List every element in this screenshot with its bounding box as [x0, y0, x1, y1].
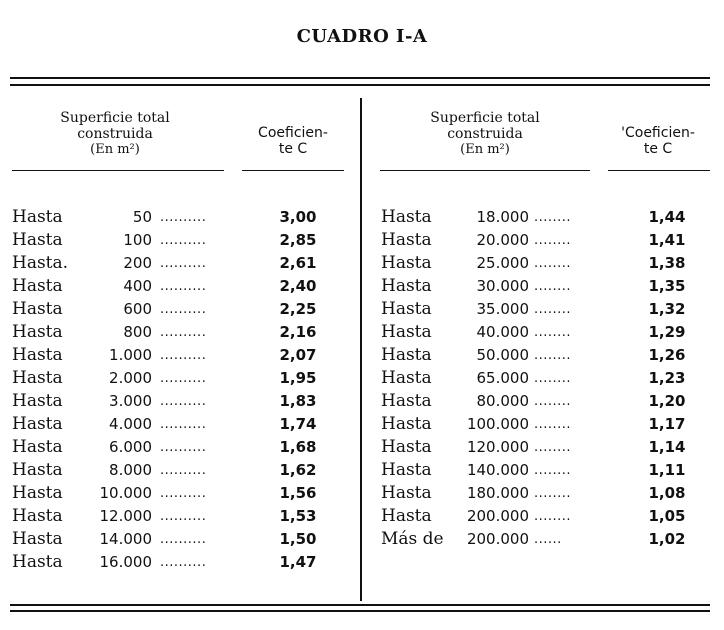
- row-label: Hasta: [12, 276, 63, 296]
- surface-value: 65.000: [476, 369, 529, 387]
- table-row: [381, 321, 716, 344]
- coefficient-value: 1,02: [648, 530, 686, 548]
- left-coef-header-line1: Coeficien-: [258, 125, 328, 141]
- table-row: [381, 413, 716, 436]
- row-label: Hasta: [381, 322, 432, 342]
- row-label: Hasta: [381, 391, 432, 411]
- surface-value: 10.000: [99, 484, 152, 502]
- row-label: Hasta: [381, 460, 432, 480]
- right-rows: [381, 206, 716, 551]
- surface-value: 200.000: [466, 530, 529, 548]
- row-label: Hasta: [381, 368, 432, 388]
- surface-value: 30.000: [476, 277, 529, 295]
- surface-value: 50.000: [476, 346, 529, 364]
- surface-value: 35.000: [476, 300, 529, 318]
- table-row: [12, 390, 352, 413]
- table-row: [12, 482, 352, 505]
- leader-dots: ........: [534, 486, 572, 501]
- table-row: [12, 321, 352, 344]
- surface-value: 14.000: [99, 530, 152, 548]
- coefficient-value: 1,08: [648, 484, 686, 502]
- coefficient-value: 1,47: [279, 553, 317, 571]
- surface-value: 80.000: [476, 392, 529, 410]
- table-title: CUADRO I-A: [296, 26, 428, 47]
- right-surface-header: [400, 110, 570, 158]
- row-label: Hasta: [381, 414, 432, 434]
- surface-value: 100: [123, 231, 152, 249]
- leader-dots: ..........: [160, 509, 207, 524]
- table-row: [12, 459, 352, 482]
- table-row: [381, 252, 716, 275]
- row-label: Hasta: [381, 483, 432, 503]
- surface-value: 400: [123, 277, 152, 295]
- row-label: Hasta.: [12, 253, 69, 273]
- coefficient-value: 1,14: [648, 438, 686, 456]
- row-label: Hasta: [12, 322, 63, 342]
- coefficient-value: 1,11: [648, 461, 686, 479]
- right-surface-header-line2: construida: [447, 126, 523, 142]
- coefficient-value: 1,83: [279, 392, 317, 410]
- coefficient-value: 1,38: [648, 254, 686, 272]
- table-row: [381, 344, 716, 367]
- coefficient-value: 1,23: [648, 369, 686, 387]
- surface-value: 120.000: [466, 438, 529, 456]
- top-rule-2: [10, 84, 710, 86]
- leader-dots: ..........: [160, 486, 207, 501]
- coefficient-value: 1,32: [648, 300, 686, 318]
- coefficient-value: 1,35: [648, 277, 686, 295]
- table-row: [381, 459, 716, 482]
- leader-dots: ..........: [160, 210, 207, 225]
- row-label: Hasta: [12, 437, 63, 457]
- surface-value: 800: [123, 323, 152, 341]
- row-label: Hasta: [12, 529, 63, 549]
- leader-dots: ..........: [160, 325, 207, 340]
- leader-dots: ........: [534, 302, 572, 317]
- left-coef-header: [242, 125, 344, 157]
- bottom-rule-2: [10, 610, 710, 612]
- coefficient-value: 1,41: [648, 231, 686, 249]
- leader-dots: ..........: [160, 417, 207, 432]
- right-coef-header-line1: 'Coeficien-: [621, 125, 695, 141]
- coefficient-value: 1,53: [279, 507, 317, 525]
- table-row: [12, 229, 352, 252]
- coefficient-value: 1,29: [648, 323, 686, 341]
- right-surface-header-line1: Superficie total: [430, 110, 540, 126]
- coefficient-value: 1,62: [279, 461, 317, 479]
- leader-dots: ........: [534, 348, 572, 363]
- left-coef-header-line2: te C: [278, 141, 308, 157]
- surface-value: 8.000: [109, 461, 152, 479]
- coefficient-value: 2,16: [279, 323, 317, 341]
- surface-value: 1.000: [109, 346, 152, 364]
- row-label: Hasta: [12, 345, 63, 365]
- leader-dots: ..........: [160, 440, 207, 455]
- table-row: [381, 275, 716, 298]
- table-row: [381, 482, 716, 505]
- surface-value: 50: [132, 208, 152, 226]
- left-surface-header-line2: construida: [77, 126, 153, 142]
- surface-value: 200.000: [466, 507, 529, 525]
- leader-dots: ........: [534, 371, 572, 386]
- coefficient-value: 2,25: [279, 300, 317, 318]
- table-row: [381, 229, 716, 252]
- bottom-rule-1: [10, 604, 710, 606]
- row-label: Hasta: [12, 506, 63, 526]
- coefficient-value: 2,40: [279, 277, 317, 295]
- surface-value: 4.000: [109, 415, 152, 433]
- leader-dots: ........: [534, 509, 572, 524]
- leader-dots: ..........: [160, 463, 207, 478]
- row-label: Hasta: [12, 207, 63, 227]
- right-surface-underline: [380, 170, 590, 171]
- coefficient-value: 1,50: [279, 530, 317, 548]
- left-surface-underline: [12, 170, 224, 171]
- surface-value: 20.000: [476, 231, 529, 249]
- surface-value: 6.000: [109, 438, 152, 456]
- top-rule-1: [10, 77, 710, 79]
- leader-dots: ......: [534, 532, 562, 547]
- surface-value: 140.000: [466, 461, 529, 479]
- right-coef-underline: [608, 170, 710, 171]
- row-label: Hasta: [381, 253, 432, 273]
- table-row: [12, 367, 352, 390]
- leader-dots: ..........: [160, 371, 207, 386]
- coefficient-value: 1,74: [279, 415, 317, 433]
- row-label: Hasta: [12, 552, 63, 572]
- surface-value: 40.000: [476, 323, 529, 341]
- left-surface-header: [30, 110, 200, 158]
- table-row: [12, 298, 352, 321]
- leader-dots: ........: [534, 417, 572, 432]
- leader-dots: ........: [534, 233, 572, 248]
- table-row: [12, 436, 352, 459]
- row-label: Hasta: [12, 299, 63, 319]
- coefficient-value: 2,07: [279, 346, 317, 364]
- right-coef-header: [606, 125, 710, 157]
- row-label: Más de: [381, 529, 444, 549]
- table-row: [12, 344, 352, 367]
- table-row: [12, 206, 352, 229]
- row-label: Hasta: [12, 391, 63, 411]
- leader-dots: ........: [534, 394, 572, 409]
- table-row: [381, 528, 716, 551]
- leader-dots: ..........: [160, 348, 207, 363]
- surface-value: 3.000: [109, 392, 152, 410]
- coefficient-value: 1,44: [648, 208, 686, 226]
- leader-dots: ........: [534, 279, 572, 294]
- coefficient-value: 1,05: [648, 507, 686, 525]
- coefficient-value: 1,20: [648, 392, 686, 410]
- surface-value: 18.000: [476, 208, 529, 226]
- table-row: [381, 436, 716, 459]
- left-rows: [12, 206, 352, 574]
- leader-dots: ..........: [160, 394, 207, 409]
- row-label: Hasta: [12, 230, 63, 250]
- coefficient-value: 2,61: [279, 254, 317, 272]
- table-row: [12, 275, 352, 298]
- leader-dots: ........: [534, 210, 572, 225]
- coefficient-value: 1,26: [648, 346, 686, 364]
- surface-value: 180.000: [466, 484, 529, 502]
- row-label: Hasta: [12, 460, 63, 480]
- row-label: Hasta: [381, 345, 432, 365]
- leader-dots: ..........: [160, 532, 207, 547]
- table-row: [12, 413, 352, 436]
- table-row: [381, 505, 716, 528]
- row-label: Hasta: [12, 368, 63, 388]
- leader-dots: ........: [534, 256, 572, 271]
- row-label: Hasta: [381, 299, 432, 319]
- right-coef-header-line2: te C: [643, 141, 673, 157]
- surface-value: 16.000: [99, 553, 152, 571]
- table-row: [12, 505, 352, 528]
- left-surface-header-line3: (En m²): [90, 142, 140, 157]
- row-label: Hasta: [381, 207, 432, 227]
- row-label: Hasta: [381, 276, 432, 296]
- leader-dots: ........: [534, 440, 572, 455]
- leader-dots: ........: [534, 325, 572, 340]
- leader-dots: ..........: [160, 302, 207, 317]
- leader-dots: ..........: [160, 233, 207, 248]
- surface-value: 100.000: [466, 415, 529, 433]
- table-row: [12, 528, 352, 551]
- table-row: [381, 390, 716, 413]
- row-label: Hasta: [381, 506, 432, 526]
- coefficient-value: 2,85: [279, 231, 317, 249]
- leader-dots: ..........: [160, 555, 207, 570]
- coefficient-value: 3,00: [279, 208, 317, 226]
- surface-value: 25.000: [476, 254, 529, 272]
- right-surface-header-line3: (En m²): [460, 142, 510, 157]
- table-row: [12, 252, 352, 275]
- table-row: [12, 551, 352, 574]
- coefficient-value: 1,68: [279, 438, 317, 456]
- table-row: [381, 206, 716, 229]
- row-label: Hasta: [381, 437, 432, 457]
- column-divider: [360, 98, 362, 601]
- row-label: Hasta: [381, 230, 432, 250]
- coefficient-value: 1,56: [279, 484, 317, 502]
- table-row: [381, 367, 716, 390]
- left-surface-header-line1: Superficie total: [60, 110, 170, 126]
- leader-dots: ........: [534, 463, 572, 478]
- coefficient-value: 1,17: [648, 415, 686, 433]
- surface-value: 12.000: [99, 507, 152, 525]
- leader-dots: ..........: [160, 256, 207, 271]
- left-coef-underline: [242, 170, 344, 171]
- surface-value: 200: [123, 254, 152, 272]
- surface-value: 2.000: [109, 369, 152, 387]
- row-label: Hasta: [12, 414, 63, 434]
- table-row: [381, 298, 716, 321]
- row-label: Hasta: [12, 483, 63, 503]
- leader-dots: ..........: [160, 279, 207, 294]
- coefficient-value: 1,95: [279, 369, 317, 387]
- surface-value: 600: [123, 300, 152, 318]
